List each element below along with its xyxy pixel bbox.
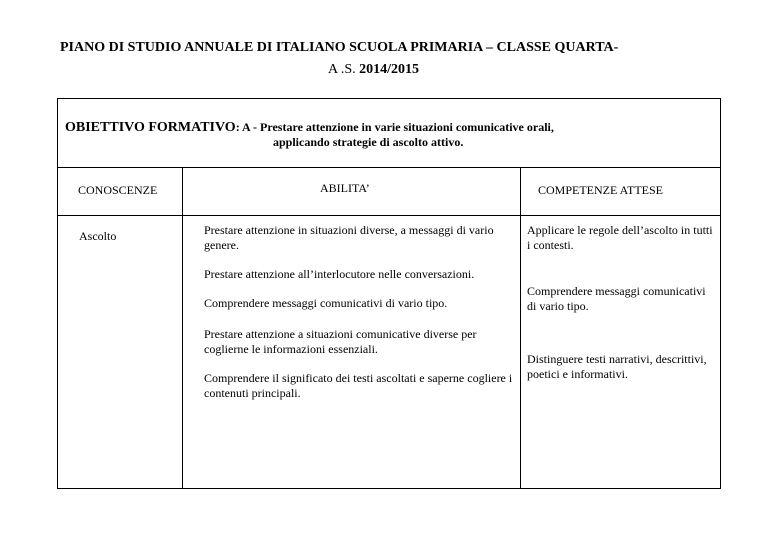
objective-text-line2: applicando strategie di ascolto attivo. — [273, 135, 464, 149]
abilita-item: Prestare attenzione in situazioni diverse, a messaggi di vario genere. — [204, 223, 494, 252]
competenze-item: Comprendere messaggi comunicativi di vario tipo. — [527, 284, 706, 313]
conoscenze-item: Ascolto — [79, 229, 117, 243]
curriculum-table — [57, 168, 721, 489]
school-year-prefix: A .S. — [328, 62, 360, 77]
objective-text-line1: : A - Prestare attenzione in varie situazioni comunicative orali, — [235, 120, 554, 134]
column-header-abilita: ABILITA’ — [320, 181, 370, 195]
competenze-item: Distinguere testi narrativi, descrittivi, poetici e informativi. — [527, 352, 707, 381]
objective-heading — [65, 118, 554, 136]
column-header-conoscenze: CONOSCENZE — [78, 183, 158, 197]
abilita-item: Prestare attenzione all’interlocutore nelle conversazioni. — [204, 267, 475, 281]
column-divider — [520, 168, 521, 488]
column-header-competenze: COMPETENZE ATTESE — [538, 183, 663, 197]
school-year — [328, 62, 419, 78]
column-divider — [182, 168, 183, 488]
header-divider — [58, 215, 720, 216]
competenze-item: Applicare le regole dell’ascolto in tutti i contesti. — [527, 223, 713, 252]
abilita-item: Comprendere il significato dei testi ascoltati e saperne cogliere i contenuti principali. — [204, 371, 513, 400]
abilita-item: Comprendere messaggi comunicativi di vario tipo. — [204, 296, 448, 310]
objective-label: OBIETTIVO FORMATIVO — [65, 120, 236, 135]
abilita-item: Prestare attenzione a situazioni comunicative diverse per coglierne le informazioni essenziali. — [204, 327, 477, 356]
objective-box — [57, 98, 721, 168]
document-title: PIANO DI STUDIO ANNUALE DI ITALIANO SCUOLA PRIMARIA – CLASSE QUARTA- — [60, 40, 619, 55]
school-year-value: 2014/2015 — [359, 62, 420, 77]
